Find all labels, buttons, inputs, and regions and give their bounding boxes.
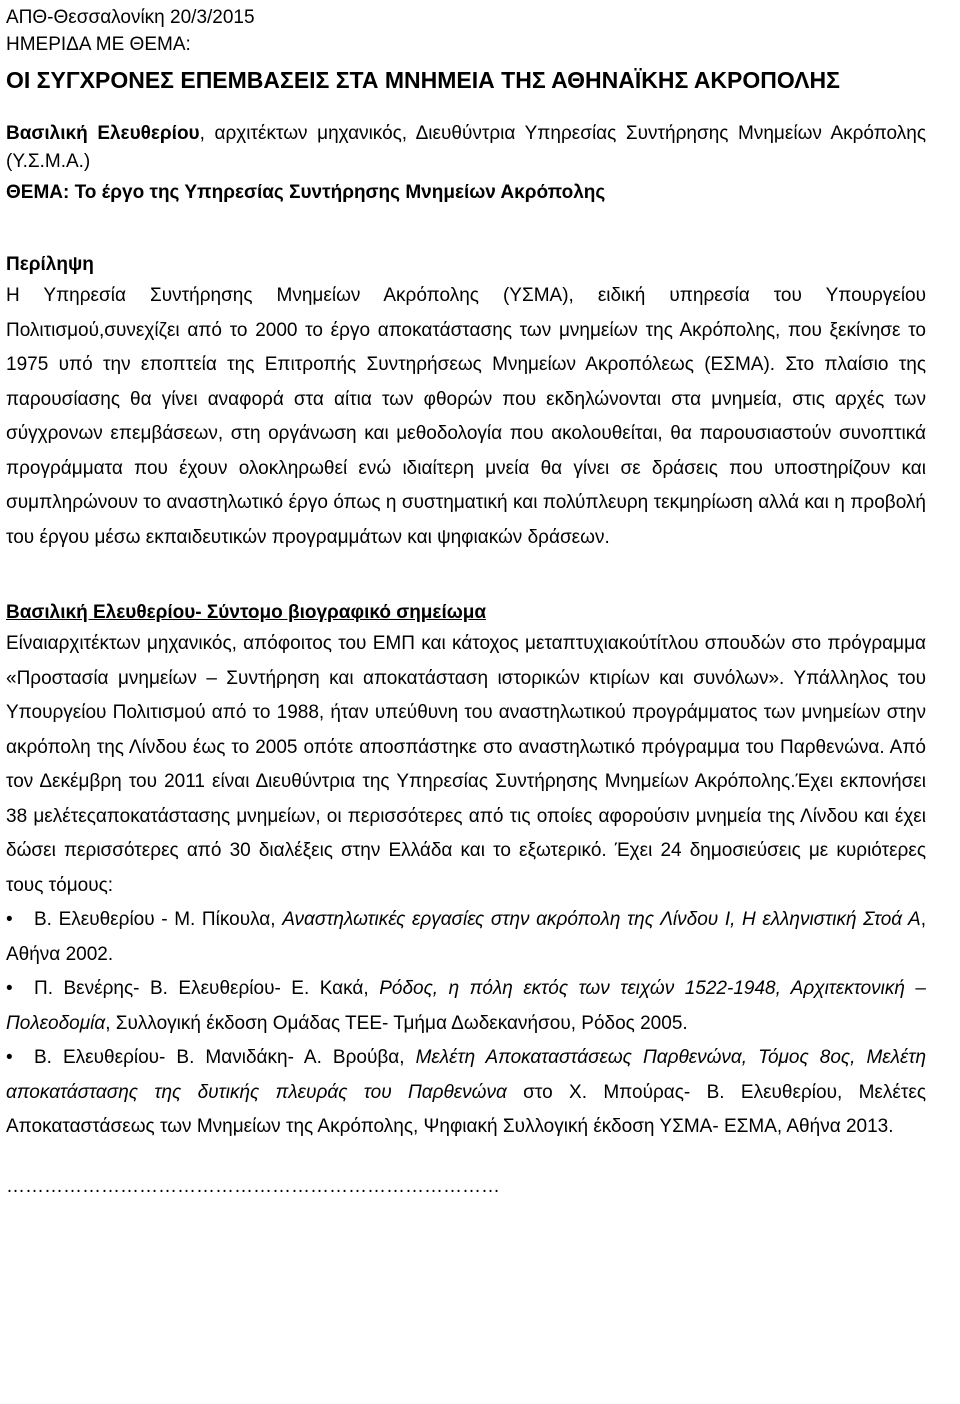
publication-details: στο Χ. Μπούρας- Β. Ελευθερίου, Μελέτες Αποκαταστάσεως των Μνημείων της Ακρόπολης, Ψηφιακή Συλλογική έκδοση ΥΣΜΑ- ΕΣΜΑ, Αθήνα 2013. [6, 1081, 926, 1137]
talk-topic: ΘΕΜΑ: Το έργο της Υπηρεσίας Συντήρησης Μνημείων Ακρόπολης [6, 182, 606, 203]
header-event-line: ΗΜΕΡΙΔΑ ΜΕ ΘΕΜΑ: [6, 34, 191, 55]
publication-item [6, 972, 926, 1041]
publication-title: Ρόδος, η πόλη εκτός των τειχών 1522-1948, Αρχιτεκτονική – Πολεοδομία [6, 978, 927, 1034]
footer-dots: …………………………………………………………………… [6, 1175, 500, 1197]
presenter-role: , αρχιτέκτων μηχανικός, Διευθύντρια Υπηρεσίας Συντήρησης Μνημείων Ακρόπολης (Υ.Σ.Μ.Α.) [6, 123, 926, 172]
presenter-name: Βασιλική Ελευθερίου [6, 123, 200, 144]
publications-list [6, 903, 926, 1145]
document-page [6, 0, 926, 1201]
bullet-icon: • [6, 978, 13, 999]
bullet-icon: • [6, 1047, 13, 1068]
publication-item [6, 1041, 926, 1145]
publication-authors: Π. Βενέρης- Β. Ελευθερίου- Ε. Κακά, [34, 978, 380, 999]
bio-heading: Βασιλική Ελευθερίου- Σύντομο βιογραφικό σημείωμα [6, 602, 487, 623]
header-date-line: ΑΠΘ-Θεσσαλονίκη 20/3/2015 [6, 7, 255, 28]
summary-paragraph: Η Υπηρεσία Συντήρησης Μνημείων Ακρόπολης (ΥΣΜΑ), ειδική υπηρεσία του Υπουργείου Πολιτισμού,συνεχίζει από το 2000 το έργο αποκατάστασης των μνημείων της Ακρόπολης, που ξεκίνησε το 1975 υπό την εποπτεία της Επιτροπής Συντηρήσεως Μνημείων Ακροπόλεως (ΕΣΜΑ). Στο πλαίσιο της παρουσίασης θα γίνει αναφορά στα αίτια των φθορών που εκδηλώνονται στα μνημεία, στις αρχές των σύγχρονων επεμβάσεων, στη οργάνωση και μεθοδολογία που ακολουθείται, θα παρουσιαστούν συνοπτικά προγράμματα που έχουν ολοκληρωθεί ενώ ιδιαίτερη μνεία θα γίνει σε δράσεις που υποστηρίζουν και συμπληρώνουν το αναστηλωτικό έργο όπως η συστηματική και πολύπλευρη τεκμηρίωση αλλά και η προβολή του έργου μέσω εκπαιδευτικών προγραμμάτων και ψηφιακών δράσεων. [6, 285, 926, 548]
publication-title: Αναστηλωτικές εργασίες στην ακρόπολη της Λίνδου Ι, Η ελληνιστική Στοά Α [282, 909, 921, 930]
publication-details: , Αθήνα 2002. [6, 909, 927, 965]
event-title: ΟΙ ΣΥΓΧΡΟΝΕΣ ΕΠΕΜΒΑΣΕΙΣ ΣΤΑ ΜΝΗΜΕΙΑ ΤΗΣ ΑΘΗΝΑΪΚΗΣ ΑΚΡΟΠΟΛΗΣ [6, 67, 840, 93]
publication-details: , Συλλογική έκδοση Ομάδας ΤΕΕ- Τμήμα Δωδεκανήσου, Ρόδος 2005. [105, 1012, 688, 1034]
publication-authors: Β. Ελευθερίου- Β. Μανιδάκη- Α. Βρούβα, [34, 1047, 416, 1068]
presenter-line [6, 120, 926, 176]
publication-item [6, 903, 926, 972]
summary-heading: Περίληψη [6, 254, 94, 275]
bio-paragraph: Είναιαρχιτέκτων μηχανικός, απόφοιτος του ΕΜΠ και κάτοχος μεταπτυχιακούτίτλου σπουδών στο πρόγραμμα «Προστασία μνημείων – Συντήρηση και αποκατάσταση ιστορικών κτιρίων και συνόλων». Υπάλληλος του Υπουργείου Πολιτισμού από το 1988, ήταν υπεύθυνη του αναστηλωτικού προγράμματος των μνημείων στην ακρόπολη της Λίνδου έως το 2005 οπότε αποσπάστηκε στο αναστηλωτικό πρόγραμμα του Παρθενώνα. Από τον Δεκέμβρη του 2011 είναι Διευθύντρια της Υπηρεσίας Συντήρησης Μνημείων Ακρόπολης.Έχει εκπονήσει 38 μελέτεςαποκατάστασης μνημείων, οι περισσότερες από τις οποίες αφορούσιν μνημεία της Λίνδου και έχει δώσει περισσότερες από 30 διαλέξεις στην Ελλάδα και το εξωτερικό. Έχει 24 δημοσιεύσεις με κυριότερες τους τόμους: [6, 633, 926, 896]
publication-title: Μελέτη Αποκαταστάσεως Παρθενώνα, Τόμος 8ος, Μελέτη αποκατάστασης της δυτικής πλευράς του Παρθενώνα [6, 1047, 927, 1103]
bullet-icon: • [6, 909, 13, 930]
publication-authors: Β. Ελευθερίου - Μ. Πίκουλα, [34, 909, 283, 930]
